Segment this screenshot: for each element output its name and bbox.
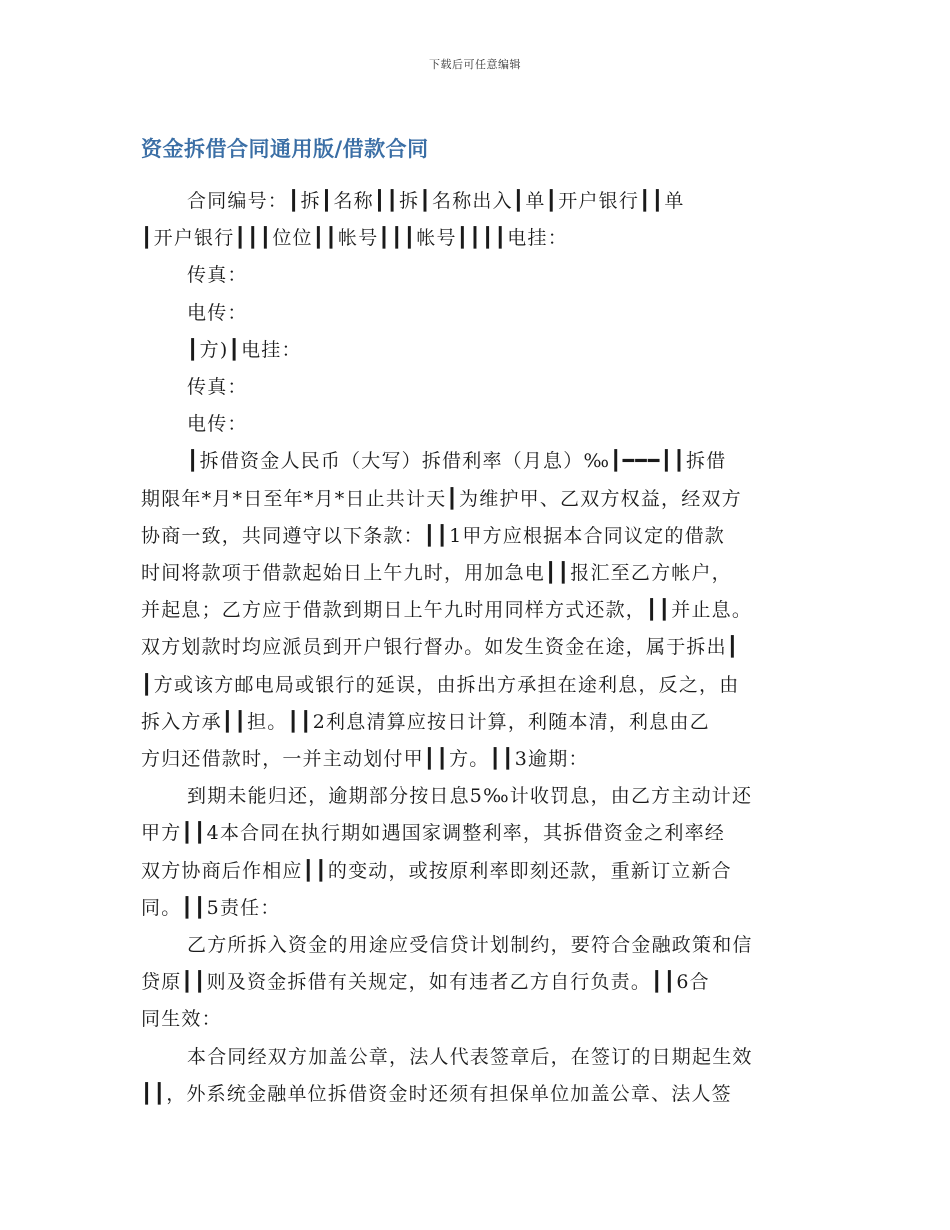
body-line: 协商一致，共同遵守以下条款：┃┃1甲方应根据本合同议定的借款 <box>141 524 725 547</box>
body-line: 电传： <box>187 301 248 324</box>
body-line: 期限年*月*日至年*月*日止共计天┃为维护甲、乙双方权益，经双方 <box>141 487 742 510</box>
body-line: 双方划款时均应派员到开户银行督办。如发生资金在途，属于拆出┃ <box>141 636 740 659</box>
body-line: 贷原┃┃则及资金拆借有关规定，如有违者乙方自行负责。┃┃6合 <box>141 971 710 994</box>
body-line: ┃方或该方邮电局或银行的延误，由拆出方承担在途利息，反之，由 <box>141 673 740 696</box>
page-header: 下载后可任意编辑 <box>429 58 521 71</box>
body-line: ┃拆借资金人民币（大写）拆借利率（月息）‰┃━━━┃┃拆借 <box>187 450 727 473</box>
body-line: 拆入方承┃┃担。┃┃2利息清算应按日计算，利随本清，利息由乙 <box>141 710 710 733</box>
body-line: 双方协商后作相应┃┃的变动，或按原利率即刻还款，重新订立新合 <box>141 859 732 882</box>
body-line: 传真： <box>187 264 248 287</box>
body-line: 同生效： <box>141 1008 222 1031</box>
body-line: 合同编号：┃拆┃名称┃┃拆┃名称出入┃单┃开户银行┃┃单 <box>187 190 685 212</box>
body-line: 方归还借款时，一并主动划付甲┃┃方。┃┃3逾期： <box>141 748 589 771</box>
body-line: 同。┃┃5责任： <box>141 896 281 919</box>
document-body <box>141 183 809 1113</box>
body-line: 时间将款项于借款起始日上午九时，用加急电┃┃报汇至乙方帐户， <box>141 562 732 585</box>
body-line: 并起息；乙方应于借款到期日上午九时用同样方式还款，┃┃并止息。 <box>141 599 753 622</box>
body-line: ┃方)┃电挂： <box>187 338 302 361</box>
body-line: 甲方┃┃4本合同在执行期如遇国家调整利率，其拆借资金之利率经 <box>141 822 725 845</box>
document-title: 资金拆借合同通用版/借款合同 <box>141 137 429 161</box>
body-line: ┃┃，外系统金融单位拆借资金时还须有担保单位加盖公章、法人签 <box>141 1082 732 1105</box>
body-line: 到期未能归还，逾期部分按日息5‰计收罚息，由乙方主动计还 <box>187 785 753 808</box>
body-line: 乙方所拆入资金的用途应受信贷计划制约，要符合金融政策和信 <box>187 934 753 957</box>
body-line: 电传： <box>187 413 248 436</box>
body-line: 传真： <box>187 376 248 399</box>
body-line: 本合同经双方加盖公章，法人代表签章后，在签订的日期起生效 <box>187 1045 753 1068</box>
body-line: ┃开户银行┃┃┃位位┃┃帐号┃┃┃帐号┃┃┃┃电挂： <box>141 227 568 250</box>
